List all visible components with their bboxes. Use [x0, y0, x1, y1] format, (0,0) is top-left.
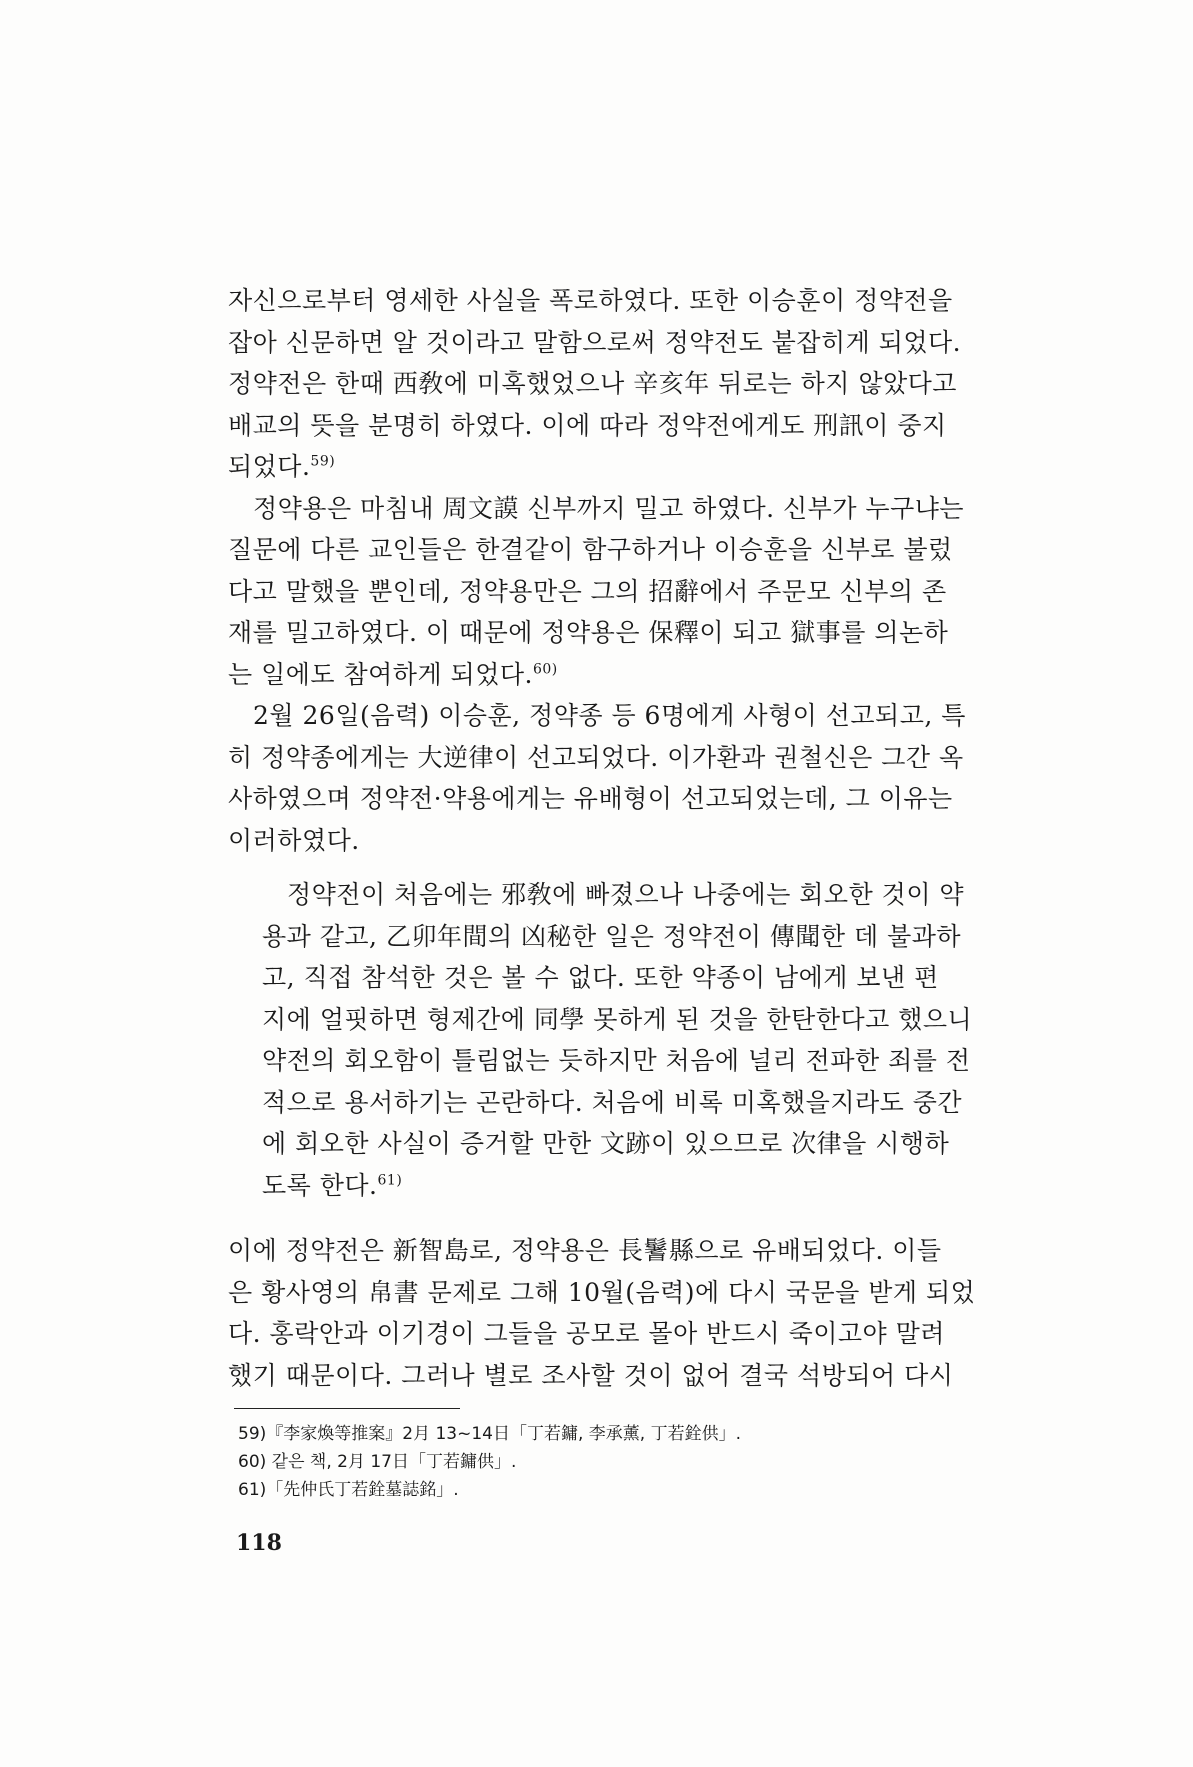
paragraph-3-text: 2월 26일(음력) 이승훈, 정약종 등 6명에게 사형이 선고되고, 특 히 정약종에게는 大逆律이 선고되었다. 이가환과 권철신은 그간 옥 사하였으며 정약전·약용에게는 유배형이 선고되었는데, 그 이유는 이러하였다.	[228, 701, 966, 855]
paragraph-3	[228, 695, 1038, 861]
paragraph-2	[228, 488, 1038, 696]
closing-text-block	[228, 1230, 1038, 1396]
footnote-ref-59: 59)	[310, 453, 336, 470]
footnote-60: 60) 같은 책, 2月 17日「丁若鏞供」.	[238, 1452, 517, 1472]
paragraph-2-text: 정약용은 마침내 周文謨 신부까지 밀고 하였다. 신부가 누구냐는 질문에 다른 교인들은 한결같이 함구하거나 이승훈을 신부로 불렀 다고 말했을 뿐인데, 정약용만은 그의 招辭에서 주문모 신부의 존 재를 밀고하였다. 이 때문에 정약용은 保釋이 되고 獄事를 의논하 는 일에도 참여하게 되었다.	[228, 493, 965, 689]
quote-text: 정약전이 처음에는 邪敎에 빠졌으나 나중에는 회오한 것이 약 용과 같고, 乙卯年間의 凶秘한 일은 정약전이 傳聞한 데 불과하 고, 직접 참석한 것은 볼 수 없다. 또한 약종이 남에게 보낸 편 지에 얼핏하면 형제간에 同學 못하게 된 것을 한탄한다고 했으니 약전의 회오함이 틀림없는 듯하지만 처음에 널리 전파한 죄를 전 적으로 용서하기는 곤란하다. 처음에 비록 미혹했을지라도 중간 에 회오한 사실이 증거할 만한 文跡이 있으므로 次律을 시행하 도록 한다.	[262, 880, 973, 1200]
paragraph-4: 이에 정약전은 新智島로, 정약용은 長鬐縣으로 유배되었다. 이들 은 황사영의 帛書 문제로 그해 10월(음력)에 다시 국문을 받게 되었 다. 홍락안과 이기경이 그들을 공모로 몰아 반드시 죽이고야 말려 했기 때문이다. 그러나 별로 조사할 것이 없어 결국 석방되어 다시	[228, 1236, 976, 1390]
footnote-61: 61)「先仲氏丁若銓墓誌銘」.	[238, 1480, 459, 1500]
footnote-divider	[234, 1408, 460, 1409]
paragraph-1-text: 자신으로부터 영세한 사실을 폭로하였다. 또한 이승훈이 정약전을 잡아 신문하면 알 것이라고 말함으로써 정약전도 붙잡히게 되었다. 정약전은 한때 西敎에 미혹했었으나 辛亥年 뒤로는 하지 않았다고 배교의 뜻을 분명히 하였다. 이에 따라 정약전에게도 刑訊이 중지 되었다.	[228, 286, 962, 481]
paragraph-1	[228, 280, 1038, 488]
footnote-59: 59)『李家煥等推案』2月 13~14日「丁若鏞, 李承薰, 丁若銓供」.	[238, 1424, 742, 1444]
page-number: 118	[236, 1530, 282, 1556]
footnotes	[238, 1420, 998, 1504]
quote-paragraph	[262, 874, 1030, 1206]
footnote-ref-61: 61)	[377, 1172, 403, 1189]
footnote-ref-60: 60)	[532, 661, 558, 678]
block-quote	[262, 874, 1030, 1206]
main-text-block	[228, 280, 1038, 861]
